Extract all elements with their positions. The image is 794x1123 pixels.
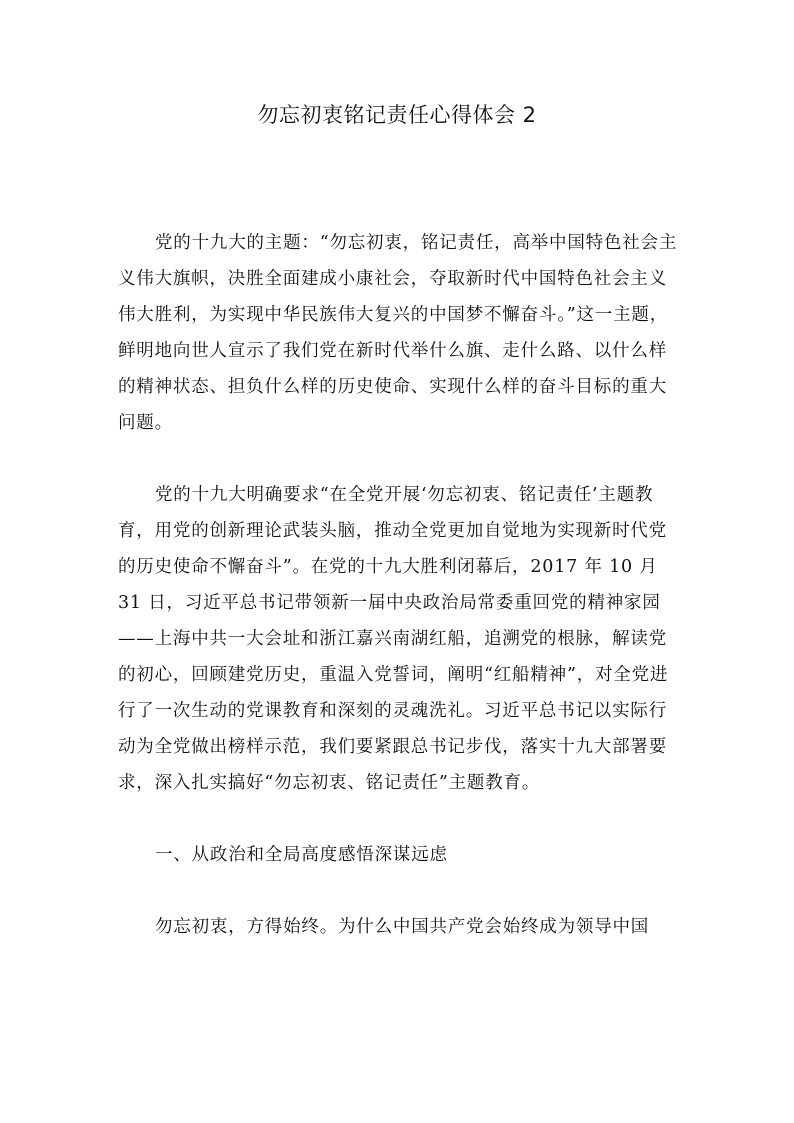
- document-body: [118, 225, 678, 945]
- section-heading: 一、从政治和全局高度感悟深谋远虑: [155, 845, 448, 865]
- paragraph-theme: 党的十九大的主题：“勿忘初衷，铭记责任，高举中国特色社会主义伟大旗帜，决胜全面建成小康社会，夺取新时代中国特色社会主义伟大胜利，为实现中华民族伟大复兴的中国梦不懈奋斗。”这一主题，鲜明地向世人宣示了我们党在新时代举什么旗、走什么路、以什么样的精神状态、担负什么样的历史使命、实现什么样的奋斗目标的重大问题。: [118, 233, 678, 433]
- paragraph-original-aspiration: 勿忘初衷，方得始终。为什么中国共产党会始终成为领导中国: [155, 917, 650, 937]
- document-title: 勿忘初衷铭记责任心得体会 2: [257, 103, 537, 127]
- paragraph-education: 党的十九大明确要求“在全党开展‘勿忘初衷、铭记责任’主题教育，用党的创新理论武装头脑，推动全党更加自觉地为实现新时代党的历史使命不懈奋斗”。在党的十九大胜利闭幕后，2017 年 10 月 31 日，习近平总书记带领新一届中央政治局常委重回党的精神家园——上海中共一大会址和浙江嘉兴南湖红船，追溯党的根脉，解读党的初心，回顾建党历史，重温入党誓词，阐明“红船精神”，对全党进行了一次生动的党课教育和深刻的灵魂洗礼。习近平总书记以实际行动为全党做出榜样示范，我们要紧跟总书记步伐，落实十九大部署要求，深入扎实搞好“勿忘初衷、铭记责任”主题教育。: [118, 485, 669, 793]
